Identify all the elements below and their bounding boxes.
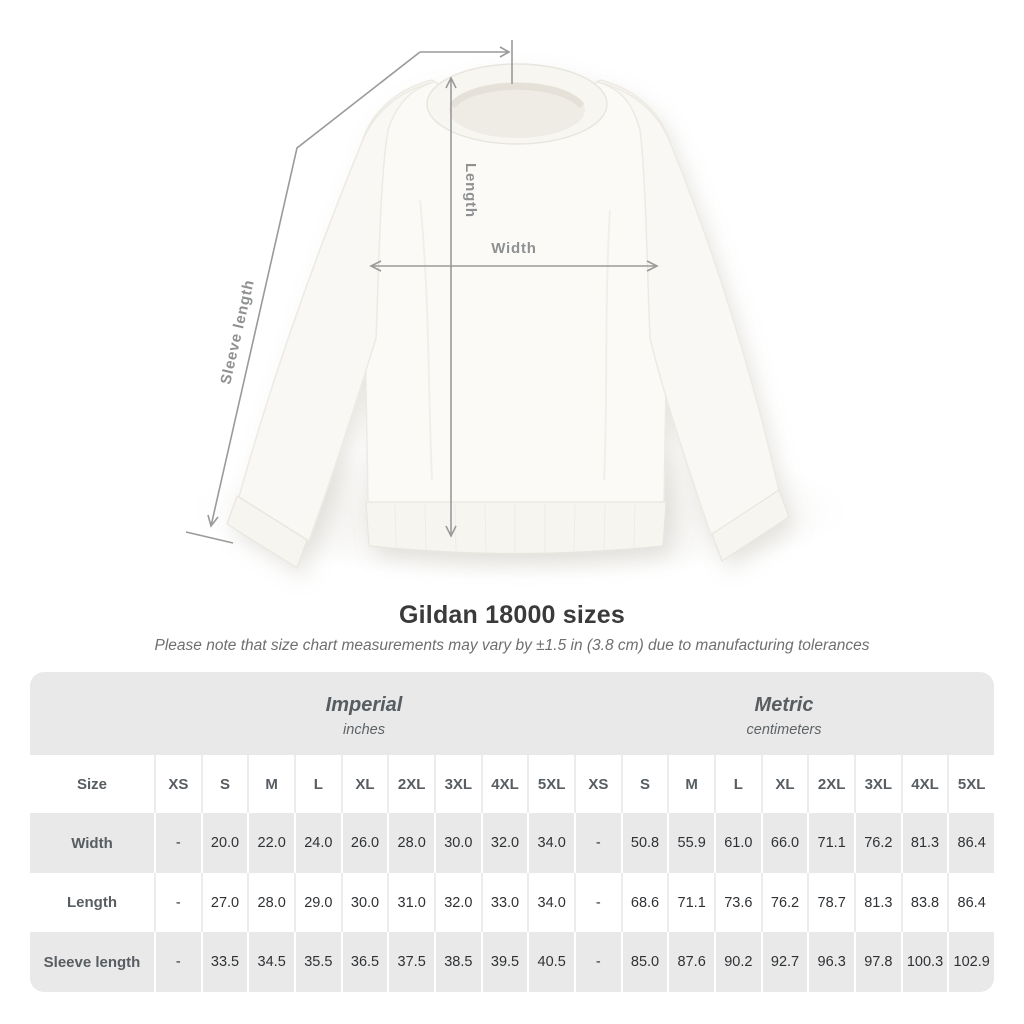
row-label: Length [67, 894, 117, 911]
size-header: 3XL [434, 755, 481, 813]
value-cell: - [574, 932, 621, 992]
table-row-width [30, 813, 994, 873]
value-cell: 33.0 [481, 873, 528, 932]
value-cell: 35.5 [294, 932, 341, 992]
value-cell: 78.7 [807, 873, 854, 932]
value-cell: 87.6 [667, 932, 714, 992]
metric-header [574, 672, 994, 755]
value-cell: 81.3 [901, 813, 948, 873]
value-cell: 31.0 [387, 873, 434, 932]
value-cell: 102.9 [947, 932, 994, 992]
metric-title: Metric [754, 693, 814, 716]
value-cell: 71.1 [807, 813, 854, 873]
value-cell: 38.5 [434, 932, 481, 992]
size-header: XL [341, 755, 388, 813]
width-label: Width [491, 240, 537, 257]
value-cell: 32.0 [481, 813, 528, 873]
metric-unit: centimeters [746, 721, 822, 738]
size-header: S [621, 755, 668, 813]
value-cell: 34.0 [527, 873, 574, 932]
size-header: XS [574, 755, 621, 813]
length-label: Length [462, 163, 479, 218]
size-header: M [667, 755, 714, 813]
value-cell: 26.0 [341, 813, 388, 873]
sweatshirt-waistband [366, 502, 666, 554]
size-table [30, 672, 994, 992]
value-cell: 28.0 [247, 873, 294, 932]
size-header: 2XL [807, 755, 854, 813]
value-cell: 90.2 [714, 932, 761, 992]
size-header: 5XL [947, 755, 994, 813]
size-header: S [201, 755, 248, 813]
tolerance-note: Please note that size chart measurements may vary by ±1.5 in (3.8 cm) due to manufacturing tolerances [154, 637, 870, 654]
value-cell: 76.2 [761, 873, 808, 932]
value-cell: 55.9 [667, 813, 714, 873]
size-header: XS [154, 755, 201, 813]
table-row-length [30, 873, 994, 932]
value-cell: - [154, 813, 201, 873]
imperial-header [154, 672, 574, 755]
unit-header-band [30, 672, 994, 755]
sweatshirt [227, 64, 789, 568]
value-cell: 86.4 [947, 813, 994, 873]
size-header: 4XL [901, 755, 948, 813]
value-cell: 97.8 [854, 932, 901, 992]
value-cell: 34.5 [247, 932, 294, 992]
value-cell: 100.3 [901, 932, 948, 992]
size-col-header: Size [76, 775, 107, 793]
value-cell: 40.5 [527, 932, 574, 992]
value-cell: 61.0 [714, 813, 761, 873]
size-header-row [30, 755, 994, 813]
value-cell: 83.8 [901, 873, 948, 932]
value-cell: - [154, 873, 201, 932]
value-cell: 30.0 [434, 813, 481, 873]
value-cell: 22.0 [247, 813, 294, 873]
value-cell: 32.0 [434, 873, 481, 932]
value-cell: 37.5 [387, 932, 434, 992]
value-cell: 39.5 [481, 932, 528, 992]
size-header: L [714, 755, 761, 813]
size-header: 2XL [387, 755, 434, 813]
row-label: Width [71, 834, 113, 852]
value-cell: 86.4 [947, 873, 994, 932]
value-cell: 30.0 [341, 873, 388, 932]
value-cell: 73.6 [714, 873, 761, 932]
value-cell: 68.6 [621, 873, 668, 932]
value-cell: 36.5 [341, 932, 388, 992]
row-label: Sleeve length [43, 953, 141, 971]
size-header: L [294, 755, 341, 813]
collar-inner [449, 82, 585, 138]
value-cell: - [574, 813, 621, 873]
value-cell: - [154, 932, 201, 992]
value-cell: 24.0 [294, 813, 341, 873]
value-cell: 92.7 [761, 932, 808, 992]
size-header: M [247, 755, 294, 813]
value-cell: 27.0 [201, 873, 248, 932]
value-cell: 33.5 [201, 932, 248, 992]
value-cell: 29.0 [294, 873, 341, 932]
size-header: 5XL [527, 755, 574, 813]
value-cell: 85.0 [621, 932, 668, 992]
size-header: 3XL [854, 755, 901, 813]
table-row-sleeve-length [30, 932, 994, 992]
sleeve-length-label: Sleeve length [217, 277, 258, 387]
value-cell: 71.1 [667, 873, 714, 932]
value-cell: 81.3 [854, 873, 901, 932]
page-title: Gildan 18000 sizes [399, 601, 625, 629]
value-cell: 66.0 [761, 813, 808, 873]
size-header: XL [761, 755, 808, 813]
imperial-unit: inches [343, 721, 385, 738]
value-cell: 76.2 [854, 813, 901, 873]
value-cell: - [574, 873, 621, 932]
imperial-title: Imperial [325, 693, 403, 716]
value-cell: 50.8 [621, 813, 668, 873]
size-header: 4XL [481, 755, 528, 813]
value-cell: 34.0 [527, 813, 574, 873]
value-cell: 28.0 [387, 813, 434, 873]
value-cell: 20.0 [201, 813, 248, 873]
value-cell: 96.3 [807, 932, 854, 992]
